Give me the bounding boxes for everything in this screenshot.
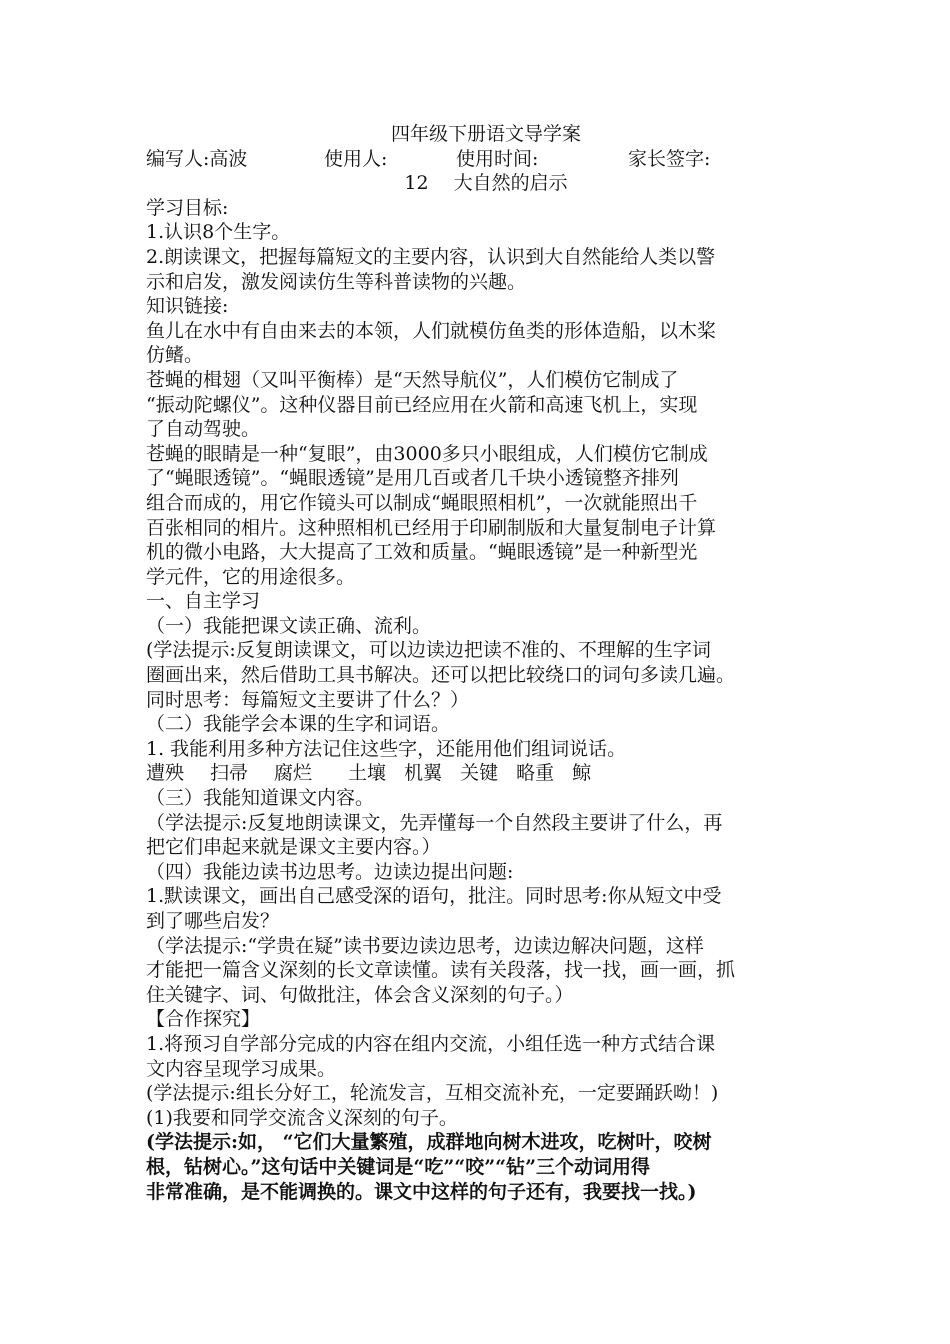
section-heading: （三）我能知道课文内容。 (146, 787, 375, 810)
vocabulary-word: 腐烂 (274, 762, 313, 785)
document-page (146, 122, 826, 1204)
task-item: 1. 我能利用多种方法记住这些字，还能用他们组词说话。 (146, 737, 627, 760)
vocabulary-word: 遭殃 (146, 762, 185, 785)
section-heading: （四）我能边读书边思考。边读边提出问题: (146, 860, 514, 883)
goals-heading: 学习目标: (146, 196, 229, 219)
study-tip: 同时思考：每篇短文主要讲了什么？） (146, 688, 470, 711)
vocabulary-word: 略重 (516, 762, 555, 785)
cooperation-heading: 【合作探究】 (146, 1008, 261, 1031)
knowledge-text: 苍蝇的眼睛是一种“复眼”，由3000多只小眼组成，人们模仿它制成 (146, 442, 708, 465)
parent-signature-field: 家长签字: (628, 147, 711, 170)
goal-item-2-line-2: 示和启发，激发阅读仿生等科普读物的兴趣。 (146, 270, 527, 293)
study-tip: 把它们串起来就是课文主要内容。） (146, 836, 441, 859)
vocabulary-word: 扫帚 (210, 762, 249, 785)
task-item: 到了哪些启发？ (146, 910, 280, 932)
task-item: 文内容呈现学习成果。 (146, 1057, 337, 1080)
knowledge-text: 鱼儿在水中有自由来去的本领，人们就模仿鱼类的形体造船，以木桨 (146, 319, 717, 342)
study-tip: （学法提示:反复地朗读课文，先弄懂每一个自然段主要讲了什么，再 (146, 811, 723, 834)
knowledge-text: 组合而成的，用它作镜头可以制成“蝇眼照相机”，一次就能照出千 (146, 491, 698, 514)
vocabulary-word: 机翼 (404, 762, 443, 785)
document-title: 四年级下册语文导学案 (390, 123, 581, 145)
knowledge-text: “振动陀螺仪”。这种仪器目前已经应用在火箭和高速飞机上，实现 (146, 393, 698, 416)
section-heading: （二）我能学会本课的生字和词语。 (146, 713, 451, 736)
vocabulary-word: 土壤 (348, 762, 387, 785)
study-tip: 才能把一篇含义深刻的长文章读懂。读有关段落，找一找，画一画，抓 (146, 959, 736, 982)
vocabulary-word: 关键 (460, 762, 499, 785)
task-item: 1.将预习自学部分完成的内容在组内交流，小组任选一种方式结合课 (146, 1032, 716, 1055)
knowledge-text: 了“蝇眼透镜”。“蝇眼透镜”是用几百或者几千块小透镜整齐排列 (146, 467, 679, 490)
self-study-heading: 一、自主学习 (146, 590, 261, 613)
bold-study-tip: 根，钻树心。”这句话中关键词是“吃”“咬”“钻”三个动词用得 (146, 1155, 651, 1178)
user-field: 使用人: (324, 147, 388, 170)
bold-study-tip: 非常准确，是不能调换的。课文中这样的句子还有，我要找一找。) (146, 1180, 697, 1203)
study-tip: 圈画出来，然后借助工具书解决。还可以把比较绕口的词句多读几遍。 (146, 664, 736, 687)
knowledge-text: 了自动驾驶。 (146, 418, 261, 441)
time-field: 使用时间: (456, 147, 539, 170)
study-tip: 住关键字、词、句做批注，体会含义深刻的句子。） (146, 983, 574, 1006)
goal-item-2-line-1: 2.朗读课文，把握每篇短文的主要内容，认识到大自然能给人类以警 (146, 245, 716, 268)
sub-task-item: (1)我要和同学交流含义深刻的句子。 (146, 1106, 458, 1129)
section-heading: （一）我能把课文读正确、流利。 (146, 614, 432, 637)
header-meta (146, 147, 826, 172)
study-tip: (学法提示:反复朗读课文，可以边读边把读不准的、不理解的生字词 (146, 639, 711, 662)
knowledge-text: 学元件，它的用途很多。 (146, 565, 356, 588)
knowledge-text: 仿鳍。 (146, 344, 204, 367)
bold-study-tip: (学法提示:如， “它们大量繁殖，成群地向树木进攻，吃树叶，咬树 (146, 1131, 712, 1154)
knowledge-text: 苍蝇的楫翅（又叫平衡棒）是“天然导航仪”，人们模仿它制成了 (146, 368, 679, 391)
study-tip: (学法提示:组长分好工，轮流发言，互相交流补充，一定要踊跃呦！) (146, 1082, 719, 1105)
study-tip: （学法提示:“学贵在疑”读书要边读边思考，边读边解决问题，这样 (146, 934, 704, 957)
vocabulary-word: 鲸 (572, 762, 592, 785)
knowledge-text: 机的微小电路，大大提高了工效和质量。“蝇眼透镜”是一种新型光 (146, 541, 698, 564)
vocabulary-list (146, 761, 826, 786)
task-item: 1.默读课文，画出自己感受深的语句，批注。同时思考:你从短文中受 (146, 885, 722, 908)
lesson-title: 12 大自然的启示 (404, 172, 568, 195)
author-field: 编写人:高波 (146, 147, 248, 170)
goal-item-1: 1.认识8个生字。 (146, 221, 291, 244)
knowledge-heading: 知识链接: (146, 295, 229, 318)
knowledge-text: 百张相同的相片。这种照相机已经用于印刷制版和大量复制电子计算 (146, 516, 717, 539)
